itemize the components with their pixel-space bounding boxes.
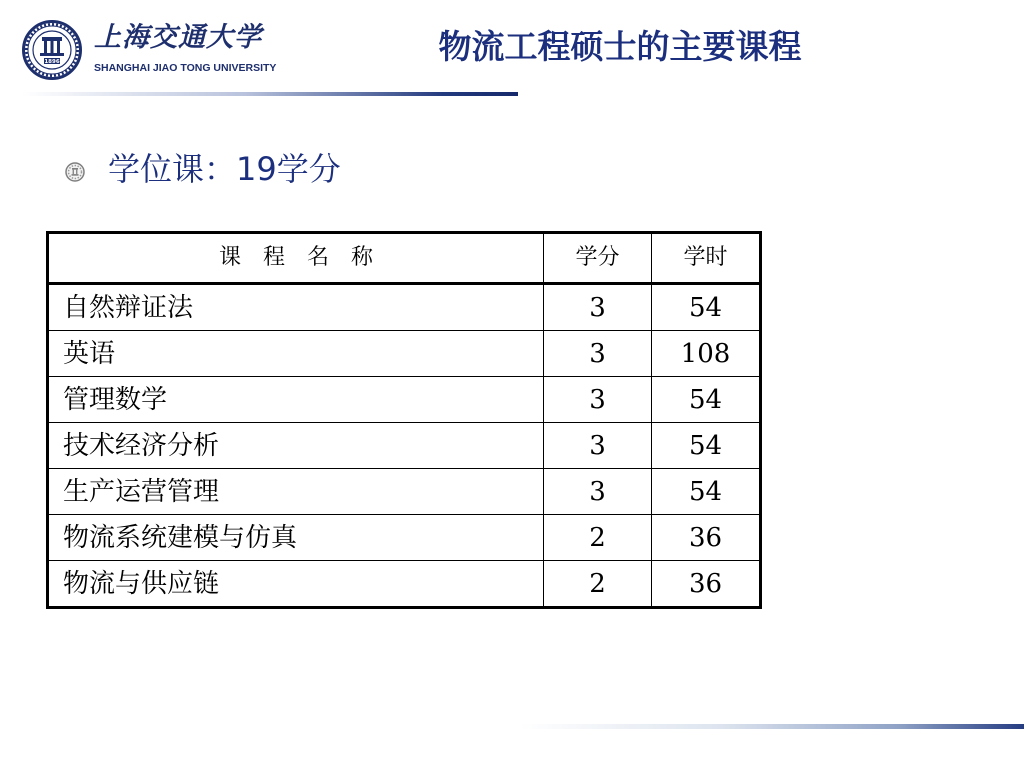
title-divider bbox=[22, 92, 518, 96]
course-hours-cell: 36 bbox=[652, 515, 761, 561]
header-credits: 学分 bbox=[544, 233, 652, 284]
course-credits-cell: 3 bbox=[544, 469, 652, 515]
course-hours-cell: 54 bbox=[652, 284, 761, 331]
course-credits-cell: 3 bbox=[544, 423, 652, 469]
course-name-cell: 物流系统建模与仿真 bbox=[48, 515, 544, 561]
course-hours-cell: 54 bbox=[652, 469, 761, 515]
table-row bbox=[48, 515, 761, 561]
course-name-cell: 技术经济分析 bbox=[48, 423, 544, 469]
course-hours-cell: 54 bbox=[652, 377, 761, 423]
course-credits-cell: 3 bbox=[544, 331, 652, 377]
page-title: 物流工程硕士的主要课程 bbox=[438, 27, 802, 66]
svg-text:1896: 1896 bbox=[44, 59, 60, 65]
table-row bbox=[48, 469, 761, 515]
table-row bbox=[48, 377, 761, 423]
section-heading: 学位课：19学分 bbox=[108, 150, 341, 188]
header-hours: 学时 bbox=[652, 233, 761, 284]
logo-english-name: SHANGHAI JIAO TONG UNIVERSITY bbox=[94, 62, 277, 74]
header-course-name: 课 程 名 称 bbox=[48, 233, 544, 284]
course-credits-cell: 2 bbox=[544, 515, 652, 561]
table-row bbox=[48, 284, 761, 331]
seal-bullet-icon bbox=[65, 162, 85, 182]
university-seal-icon bbox=[22, 20, 82, 80]
course-hours-cell: 54 bbox=[652, 423, 761, 469]
course-credits-cell: 3 bbox=[544, 377, 652, 423]
table-row bbox=[48, 331, 761, 377]
course-credits-cell: 2 bbox=[544, 561, 652, 608]
logo-chinese-name: 上海交通大学 bbox=[94, 22, 262, 53]
footer-divider bbox=[520, 724, 1024, 729]
course-name-cell: 管理数学 bbox=[48, 377, 544, 423]
course-name-cell: 物流与供应链 bbox=[48, 561, 544, 608]
course-name-cell: 英语 bbox=[48, 331, 544, 377]
course-hours-cell: 108 bbox=[652, 331, 761, 377]
university-logo bbox=[22, 16, 277, 84]
course-credits-cell: 3 bbox=[544, 284, 652, 331]
table-header-row bbox=[48, 233, 761, 284]
table-row bbox=[48, 561, 761, 608]
course-name-cell: 自然辩证法 bbox=[48, 284, 544, 331]
course-hours-cell: 36 bbox=[652, 561, 761, 608]
course-table bbox=[46, 231, 762, 609]
course-name-cell: 生产运营管理 bbox=[48, 469, 544, 515]
table-row bbox=[48, 423, 761, 469]
